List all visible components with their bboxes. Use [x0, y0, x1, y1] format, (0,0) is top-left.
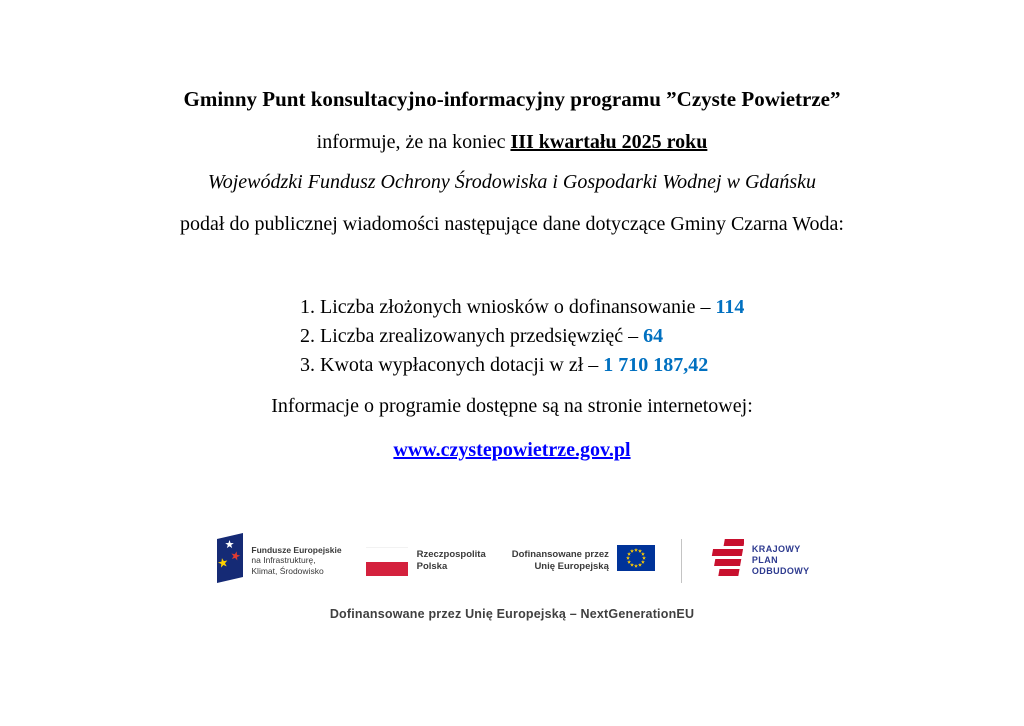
logo-separator	[681, 539, 682, 583]
kpo-logo	[708, 538, 810, 583]
poland-logo-line2: Polska	[416, 560, 448, 572]
website-link-line	[0, 438, 1024, 464]
eu-funding-line2: Unię Europejską	[534, 560, 609, 572]
website-link[interactable]: www.czystepowietrze.gov.pl	[393, 439, 631, 461]
stat-value: 114	[715, 296, 745, 318]
quarter-emphasis: III kwartału 2025 roku	[510, 131, 708, 153]
stat-value: 1 710 187,42	[603, 354, 709, 376]
stat-label: 2. Liczba zrealizowanych przedsięwzięć –	[300, 325, 644, 347]
footer-note: Dofinansowane przez Unię Europejską – NextGenerationEU	[329, 607, 695, 621]
eu-logo	[512, 545, 655, 576]
eu-flag-icon	[617, 545, 655, 576]
fe-logo-line3: Klimat, Środowisko	[251, 565, 324, 576]
fund-line: Wojewódzki Fundusz Ochrony Środowiska i Gospodarki Wodnej w Gdańsku	[207, 171, 817, 193]
fe-logo	[214, 532, 341, 589]
kpo-logo-line2: PLAN	[751, 555, 778, 565]
fe-logo-text	[251, 545, 341, 577]
eu-funding-line1: Dofinansowane przez	[511, 549, 609, 560]
quarter-line	[0, 130, 1024, 154]
poland-logo-text	[417, 549, 486, 572]
logos-row	[0, 532, 1024, 589]
intro-line: podał do publicznej wiadomości następujące dane dotyczące Gminy Czarna Woda:	[180, 213, 844, 235]
kpo-logo-icon	[708, 538, 744, 583]
stat-item-completed	[300, 322, 1024, 351]
stat-value: 64	[643, 325, 664, 347]
kpo-logo-line3: ODBUDOWY	[751, 566, 810, 576]
stat-item-applications	[300, 293, 1024, 322]
quarter-line-prefix: informuje, że na koniec	[316, 131, 511, 153]
stats-list	[300, 293, 1024, 380]
stat-label: 3. Kwota wypłaconych dotacji w zł –	[300, 354, 604, 376]
kpo-logo-line1: KRAJOWY	[751, 544, 801, 554]
poland-logo	[366, 547, 486, 575]
eu-funding-text	[512, 549, 609, 572]
announcement-title: Gminny Punt konsultacyjno-informacyjny programu ”Czyste Powietrze”	[183, 87, 841, 111]
poland-flag-icon	[366, 547, 408, 575]
stat-item-amount	[300, 351, 1024, 380]
poland-logo-line1: Rzeczpospolita	[416, 549, 486, 560]
stat-label: 1. Liczba złożonych wniosków o dofinansowanie –	[300, 296, 716, 318]
info-line: Informacje o programie dostępne są na stronie internetowej:	[271, 395, 753, 417]
kpo-logo-text	[752, 544, 810, 577]
fe-logo-line2: na Infrastrukturę,	[251, 555, 316, 566]
fe-flag-icon	[214, 532, 244, 589]
fe-logo-line1: Fundusze Europejskie	[251, 544, 342, 555]
